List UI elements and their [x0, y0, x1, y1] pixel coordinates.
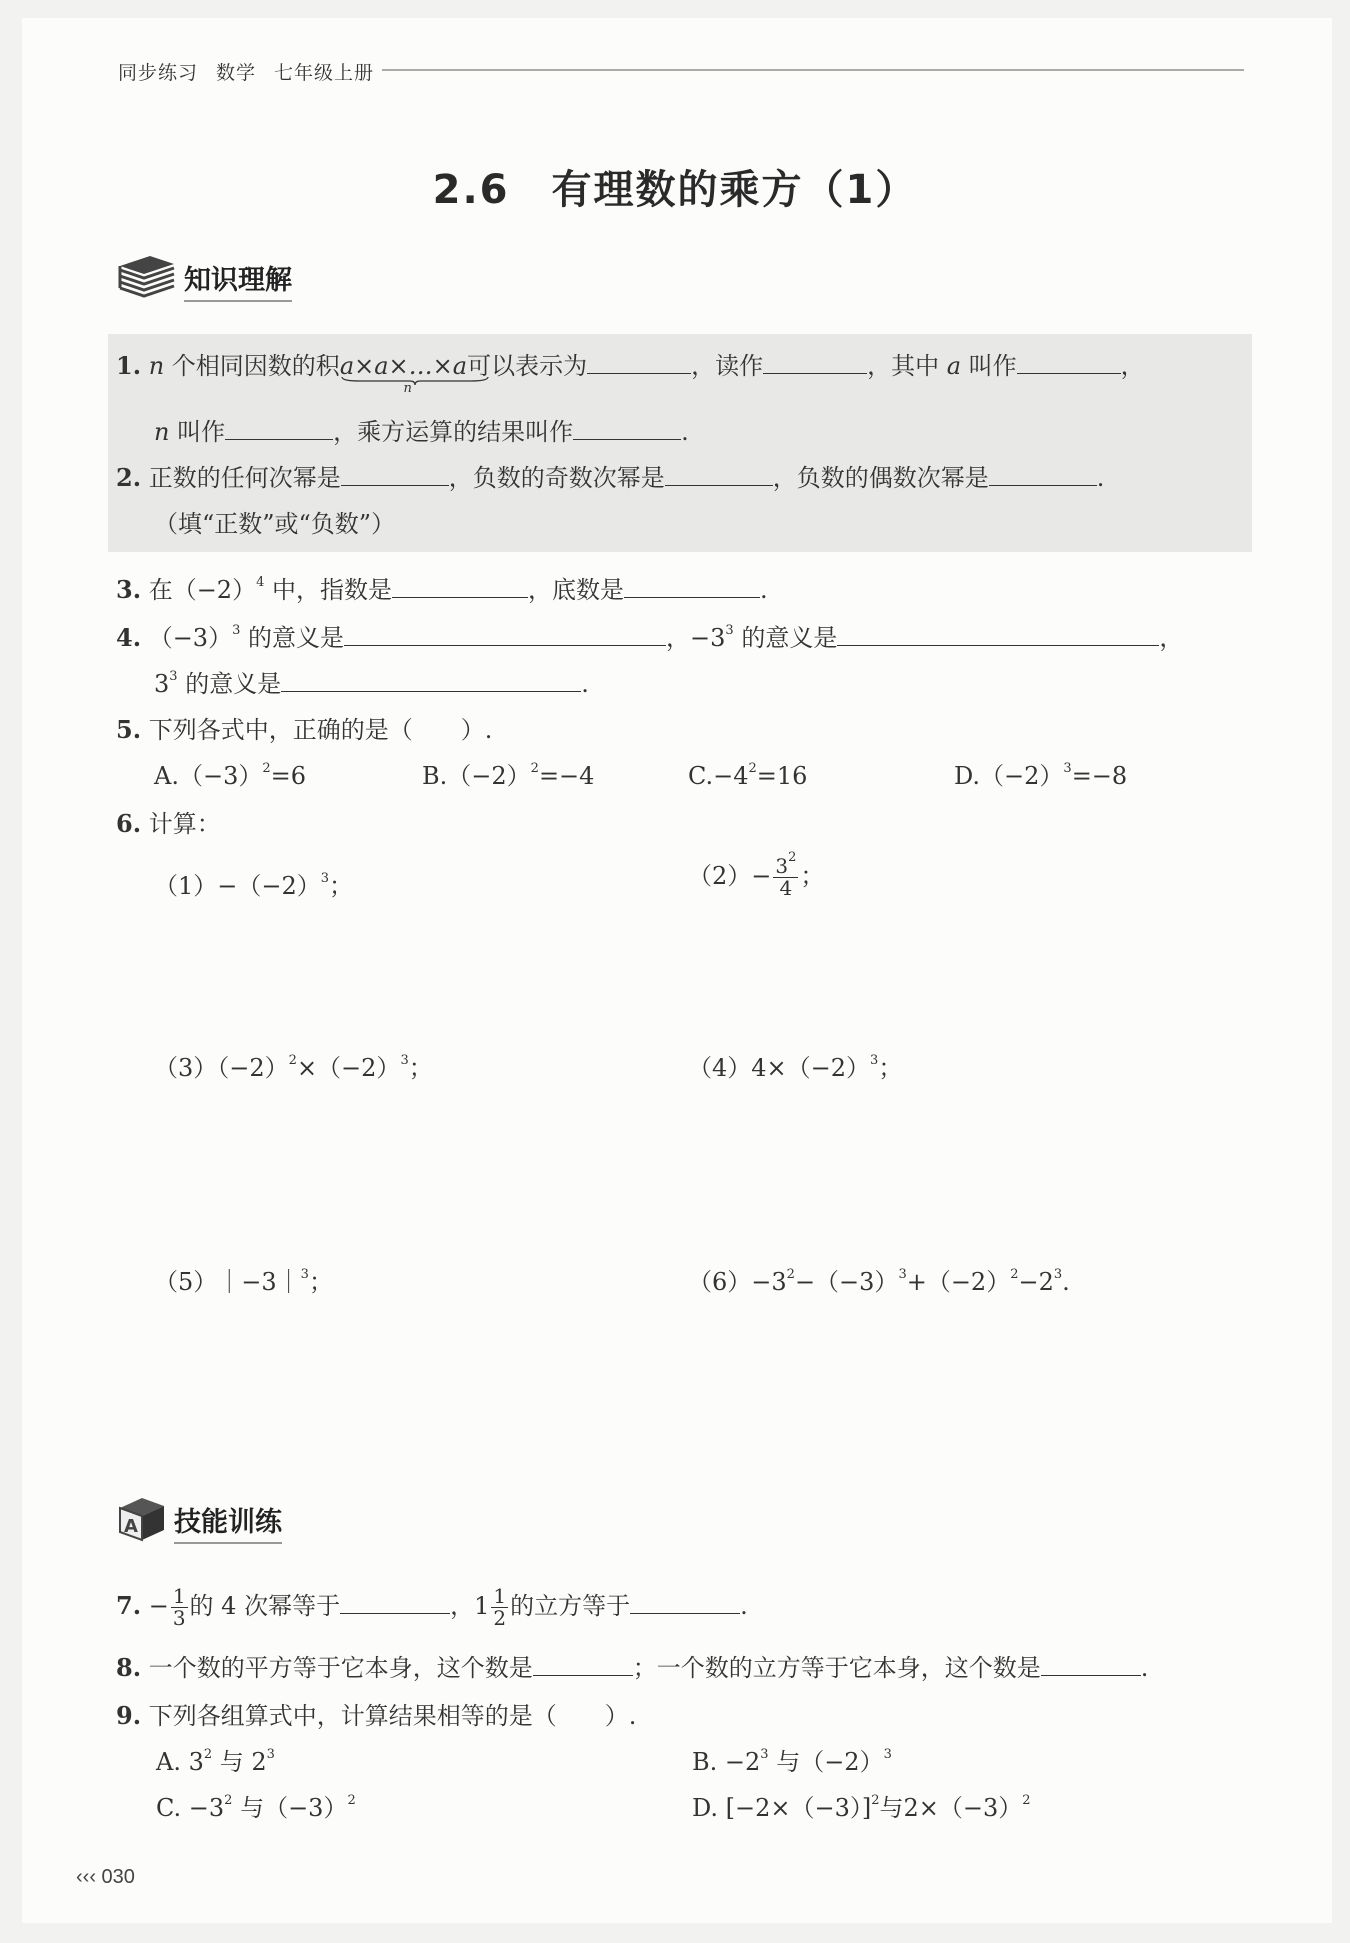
q1-text: 叫作 — [169, 418, 226, 446]
calc-text: （2）− — [688, 862, 772, 890]
question-number: 4. — [116, 623, 142, 652]
option-text: C. −3 — [156, 1794, 225, 1822]
option-text: C.−4 — [688, 762, 749, 790]
exponent: 2 — [203, 1747, 213, 1762]
option-text: A.（−3） — [154, 762, 263, 790]
q4-text: 的意义是 — [240, 624, 345, 652]
exponent: 3 — [898, 1267, 907, 1282]
q1-text: ，乘方运算的结果叫作 — [333, 418, 574, 446]
answer-blank[interactable] — [340, 1611, 450, 1614]
answer-blank[interactable] — [344, 643, 666, 646]
option-b[interactable] — [422, 761, 595, 790]
question-number: 5. — [116, 715, 142, 744]
option-text: 与（−3） — [232, 1794, 348, 1822]
option-text: =6 — [270, 762, 307, 790]
option-text: =−4 — [538, 762, 595, 790]
question-number: 8. — [116, 1653, 142, 1682]
q4-text: 的意义是 — [733, 624, 838, 652]
calc-text: （1）−（−2） — [154, 872, 321, 900]
q2-text: ，负数的奇数次幂是 — [448, 464, 665, 492]
q1-text: 叫作 — [961, 352, 1017, 380]
q4-text: 的意义是 — [177, 670, 282, 698]
question-number: 7. — [116, 1591, 142, 1620]
option-d[interactable] — [692, 1793, 1031, 1822]
exponent: 2 — [1022, 1793, 1031, 1808]
question-number: 3. — [116, 575, 142, 604]
underbrace — [340, 376, 490, 386]
q1-text: 可以表示为 — [467, 352, 588, 380]
question-4-line-1 — [116, 623, 1184, 652]
q3-text: 中，指数是 — [264, 576, 393, 604]
question-1-line-2 — [154, 420, 689, 444]
option-text: =−8 — [1071, 762, 1128, 790]
page-arrows-icon: ‹‹‹ — [76, 1866, 96, 1888]
exponent: 2 — [262, 761, 271, 776]
exponent: 3 — [300, 1267, 309, 1282]
q6-text: 计算： — [148, 810, 221, 838]
subject-name: 数学 — [216, 63, 257, 84]
q1-text: . — [681, 418, 689, 446]
calc-text: +（−2） — [906, 1268, 1011, 1296]
q1-text: ，其中 — [867, 352, 947, 380]
exponent: 3 — [400, 1053, 409, 1068]
page-number-text: 030 — [101, 1866, 135, 1888]
answer-blank[interactable] — [281, 689, 581, 692]
q1-text: 个相同因数的积 — [164, 352, 340, 380]
q4-text: 3 — [154, 670, 170, 698]
q8-text: . — [1140, 1654, 1149, 1682]
question-1-line-1 — [116, 351, 1145, 396]
var-n: n — [154, 418, 170, 446]
question-2-line-2: （填“正数”或“负数”） — [154, 510, 396, 538]
option-c[interactable] — [156, 1793, 356, 1822]
exponent: 3 — [883, 1747, 892, 1762]
q3-text: . — [760, 576, 768, 604]
question-4-line-2 — [154, 669, 589, 698]
answer-blank[interactable] — [665, 483, 773, 486]
product-text: a×a×…×a — [339, 352, 468, 380]
option-b[interactable] — [692, 1747, 892, 1776]
running-header — [118, 58, 392, 85]
option-text: 与（−2） — [768, 1748, 884, 1776]
calc-part-4 — [688, 1053, 903, 1082]
answer-blank[interactable] — [533, 1673, 633, 1676]
page-title: 2.6 有理数的乘方（1） — [432, 167, 918, 213]
option-text: D. [−2×（−3）] — [692, 1794, 872, 1822]
var-a: a — [946, 352, 962, 380]
question-9-stem — [116, 1701, 637, 1730]
question-8 — [116, 1653, 1149, 1682]
underbrace-label: n — [403, 381, 412, 396]
denominator: 2 — [493, 1606, 507, 1630]
page-sheet — [22, 18, 1332, 1923]
denominator: 3 — [172, 1606, 186, 1630]
q4-text: . — [581, 670, 589, 698]
exponent: 2 — [224, 1793, 233, 1808]
option-a[interactable] — [156, 1747, 275, 1776]
exponent: 3 — [870, 1053, 879, 1068]
question-6-stem — [116, 809, 221, 838]
exponent: 2 — [288, 1053, 297, 1068]
page-number — [76, 1866, 135, 1889]
option-text: D.（−2） — [954, 762, 1064, 790]
answer-blank[interactable] — [837, 643, 1159, 646]
calc-text: ； — [308, 1268, 333, 1296]
question-3 — [116, 575, 768, 604]
q5-text: 下列各式中，正确的是（ ）. — [148, 716, 493, 744]
exponent: 2 — [748, 761, 757, 776]
answer-blank[interactable] — [763, 371, 867, 374]
calc-text: −（−3） — [794, 1268, 899, 1296]
option-text: B.（−2） — [422, 762, 531, 790]
q3-text: ，底数是 — [528, 576, 625, 604]
q1-text: ，读作 — [691, 352, 764, 380]
option-text: =16 — [756, 762, 808, 790]
fraction — [171, 1586, 188, 1629]
fraction — [773, 850, 798, 900]
question-number: 1. — [116, 351, 142, 380]
q4-text: ，−3 — [666, 624, 726, 652]
question-number: 9. — [116, 1701, 142, 1730]
calc-text: ×（−2） — [296, 1054, 401, 1082]
calc-text: ； — [408, 1054, 433, 1082]
fraction — [491, 1586, 508, 1629]
letter-block-icon — [116, 1494, 168, 1542]
grade-name: 七年级上册 — [274, 63, 375, 84]
q1-text: ， — [1120, 352, 1145, 380]
numerator: 1 — [172, 1584, 186, 1608]
question-2-line-1 — [116, 463, 1105, 492]
q7-text: . — [740, 1592, 748, 1620]
q2-text: ，负数的偶数次幂是 — [772, 464, 989, 492]
exponent: 3 — [1063, 761, 1072, 776]
answer-blank[interactable] — [630, 1611, 740, 1614]
question-7 — [116, 1586, 748, 1629]
header-rule — [382, 69, 1244, 71]
calc-part-5 — [154, 1267, 333, 1296]
section-skills-title: 技能训练 — [174, 1500, 282, 1544]
answer-blank[interactable] — [225, 437, 333, 440]
q2-text: 正数的任何次幂是 — [148, 464, 341, 492]
q4-text: ， — [1159, 624, 1184, 652]
calc-text: ； — [878, 1054, 903, 1082]
answer-blank[interactable] — [587, 371, 691, 374]
answer-blank[interactable] — [1041, 1673, 1141, 1676]
option-text: B. −2 — [692, 1748, 761, 1776]
exponent: 2 — [530, 761, 539, 776]
exponent: 3 — [725, 623, 734, 638]
calc-text: （5）｜−3｜ — [154, 1268, 301, 1296]
calc-text: （6）−3 — [688, 1268, 787, 1296]
calc-text: . — [1062, 1268, 1070, 1296]
q7-text: − — [148, 1592, 169, 1620]
q7-text: 的立方等于 — [510, 1592, 631, 1620]
numerator: 1 — [493, 1584, 507, 1608]
book-name: 同步练习 — [118, 63, 199, 84]
answer-blank[interactable] — [624, 595, 760, 598]
q9-text: 下列各组算式中，计算结果相等的是（ ）. — [148, 1702, 637, 1730]
option-text: 与2×（−3） — [879, 1794, 1023, 1822]
q2-text: . — [1096, 464, 1105, 492]
option-a[interactable] — [154, 761, 307, 790]
answer-blank[interactable] — [1017, 371, 1121, 374]
exponent: 3 — [266, 1747, 275, 1762]
option-c[interactable] — [688, 761, 808, 790]
calc-text: （3）（−2） — [154, 1054, 289, 1082]
option-d[interactable] — [954, 761, 1128, 790]
calc-text: （4）4×（−2） — [688, 1054, 871, 1082]
calc-part-6 — [688, 1267, 1070, 1296]
books-icon — [116, 252, 178, 300]
svg-text:A: A — [124, 1516, 138, 1537]
calc-part-3 — [154, 1053, 433, 1082]
answer-blank[interactable] — [989, 483, 1097, 486]
question-5-stem — [116, 715, 493, 744]
exponent: 2 — [871, 1793, 880, 1808]
section-knowledge-title: 知识理解 — [184, 258, 292, 302]
var-n: n — [148, 352, 165, 380]
q8-text: ；一个数的立方等于它本身，这个数是 — [632, 1654, 1041, 1682]
q7-text: 的 4 次幂等于 — [189, 1592, 341, 1620]
question-number: 6. — [116, 809, 142, 838]
numerator: 3 — [775, 854, 789, 878]
q8-text: 一个数的平方等于它本身，这个数是 — [148, 1654, 533, 1682]
calc-part-2 — [688, 850, 825, 900]
exponent: 2 — [1010, 1267, 1019, 1282]
calc-text: −2 — [1018, 1268, 1054, 1296]
option-text: 与 2 — [212, 1748, 267, 1776]
exponent: 3 — [1053, 1267, 1063, 1282]
calc-part-1 — [154, 871, 354, 900]
exponent: 2 — [788, 850, 797, 865]
answer-blank[interactable] — [341, 483, 449, 486]
calc-text: ； — [800, 862, 825, 890]
exponent: 3 — [320, 871, 330, 886]
q4-text: （−3） — [148, 624, 233, 652]
exponent: 4 — [256, 575, 265, 590]
question-number: 2. — [116, 463, 142, 492]
q3-text: 在（−2） — [148, 576, 257, 604]
denominator: 4 — [779, 876, 793, 900]
exponent: 3 — [760, 1747, 769, 1762]
q7-text: ，1 — [450, 1592, 490, 1620]
product-expression — [339, 352, 468, 396]
answer-blank[interactable] — [573, 437, 681, 440]
calc-text: ； — [329, 872, 354, 900]
exponent: 2 — [786, 1267, 795, 1282]
option-text: A. 3 — [156, 1748, 204, 1776]
answer-blank[interactable] — [392, 595, 528, 598]
exponent: 3 — [232, 623, 241, 638]
exponent: 2 — [347, 1793, 356, 1808]
exponent: 3 — [169, 669, 178, 684]
